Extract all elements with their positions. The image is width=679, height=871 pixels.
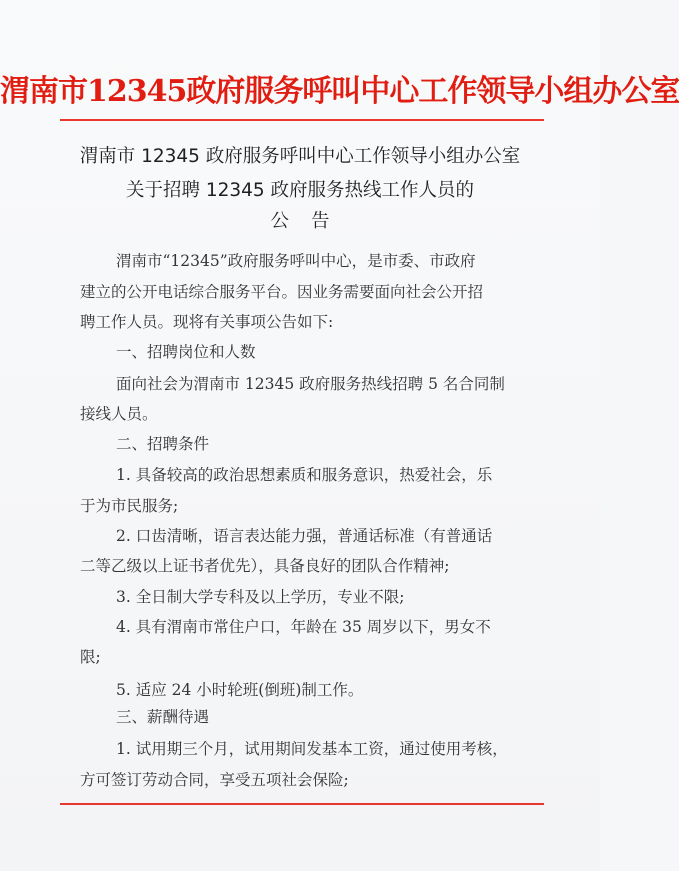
condition-5-line-1: 5. 适应 24 小时轮班(倒班)制工作。	[116, 681, 364, 699]
condition-4-line-2: 限;	[80, 648, 101, 666]
intro-line-2: 建立的公开电话综合服务平台。因业务需要面向社会公开招	[80, 283, 484, 301]
red-rule-bottom	[60, 803, 544, 805]
section-3-heading: 三、薪酬待遇	[116, 708, 210, 726]
section-1-heading: 一、招聘岗位和人数	[116, 343, 256, 361]
intro-line-1: 渭南市“12345”政府服务呼叫中心，是市委、市政府	[116, 252, 476, 270]
notice-title-line-3: 公告	[270, 211, 352, 232]
condition-2-line-1: 2. 口齿清晰，语言表达能力强，普通话标准（有普通话	[116, 527, 493, 545]
condition-1-line-1: 1. 具备较高的政治思想素质和服务意识，热爱社会，乐	[116, 466, 493, 484]
condition-1-line-2: 于为市民服务;	[80, 497, 179, 515]
red-letterhead-title: 渭南市12345政府服务呼叫中心工作领导小组办公室	[0, 74, 679, 109]
notice-title-line-1: 渭南市 12345 政府服务呼叫中心工作领导小组办公室	[79, 146, 521, 167]
section-1-line-1: 面向社会为渭南市 12345 政府服务热线招聘 5 名合同制	[116, 375, 505, 393]
treatment-1-line-2: 方可签订劳动合同，享受五项社会保险;	[80, 771, 349, 789]
notice-title-line-2: 关于招聘 12345 政府服务热线工作人员的	[125, 180, 475, 201]
intro-line-3: 聘工作人员。现将有关事项公告如下:	[80, 313, 334, 331]
red-rule-top	[60, 119, 544, 121]
section-2-heading: 二、招聘条件	[116, 435, 210, 453]
condition-3-line-1: 3. 全日制大学专科及以上学历，专业不限;	[116, 588, 405, 606]
condition-4-line-1: 4. 具有渭南市常住户口，年龄在 35 周岁以下，男女不	[116, 618, 491, 636]
treatment-1-line-1: 1. 试用期三个月，试用期间发基本工资，通过使用考核，	[116, 740, 508, 758]
condition-2-line-2: 二等乙级以上证书者优先），具备良好的团队合作精神;	[80, 557, 450, 575]
section-1-line-2: 接线人员。	[80, 405, 158, 423]
